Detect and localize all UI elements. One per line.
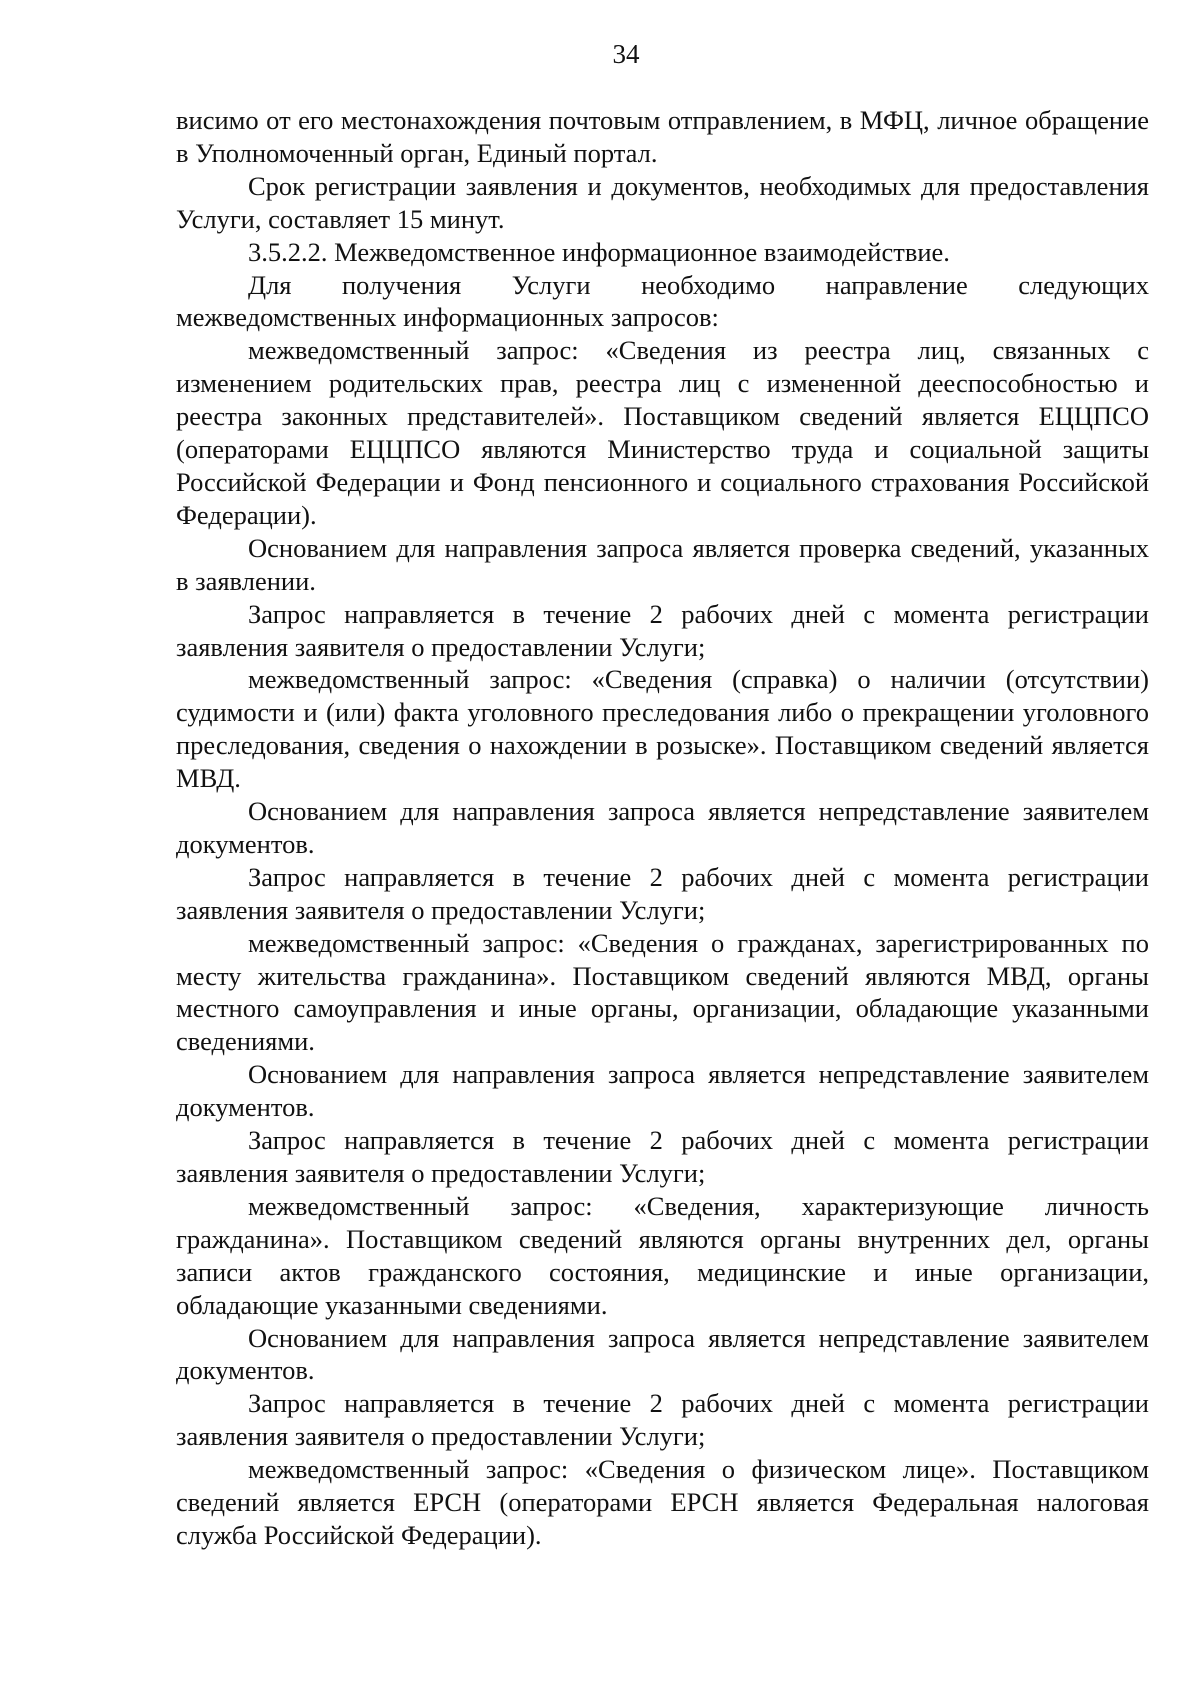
document-body <box>176 104 1149 1552</box>
paragraph-request-criminal-record: межведомственный запрос: «Сведения (справка) о наличии (отсутствии) судимости и (или) факта уголовного преследования либо о прекращении уголовного преследования, сведения о нахождении в розыске». Поставщиком сведений является МВД. <box>176 664 1149 794</box>
paragraph-request-individual: межведомственный запрос: «Сведения о физическом лице». Поставщиком сведений является ЕРСН (операторами ЕРСН является Федеральная налоговая служба Российской Федерации). <box>176 1454 1149 1550</box>
page-number: 34 <box>612 39 640 69</box>
paragraph-deadline-2: Запрос направляется в течение 2 рабочих дней с момента регистрации заявления заявителя о предоставлении Услуги; <box>176 861 1149 925</box>
paragraph-deadline-1: Запрос направляется в течение 2 рабочих дней с момента регистрации заявления заявителя о предоставлении Услуги; <box>176 598 1149 662</box>
paragraph-continuation: висимо от его местонахождения почтовым отправлением, в МФЦ, личное обращение в Уполномоченный орган, Единый портал. <box>176 105 1149 168</box>
paragraph-basis-4: Основанием для направления запроса является непредставление заявителем документов. <box>176 1322 1149 1386</box>
section-heading-3-5-2-2: 3.5.2.2. Межведомственное информационное взаимодействие. <box>248 236 950 267</box>
paragraph-deadline-3: Запрос направляется в течение 2 рабочих дней с момента регистрации заявления заявителя о предоставлении Услуги; <box>176 1125 1149 1188</box>
paragraph-request-personality: межведомственный запрос: «Сведения, характеризующие личность гражданина». Поставщиком сведений являются органы внутренних дел, органы записи актов гражданского состояния, медицинские и иные организации, обладающие указанными сведениями. <box>176 1190 1149 1320</box>
paragraph-requests-intro: Для получения Услуги необходимо направление следующих межведомственных информационных запросов: <box>176 269 1149 333</box>
paragraph-basis-3: Основанием для направления запроса является непредставление заявителем документов. <box>176 1059 1149 1123</box>
paragraph-registration-term: Срок регистрации заявления и документов, необходимых для предоставления Услуги, составляет 15 минут. <box>176 170 1149 234</box>
paragraph-basis-2: Основанием для направления запроса является непредставление заявителем документов. <box>176 796 1149 859</box>
paragraph-basis-1: Основанием для направления запроса является проверка сведений, указанных в заявлении. <box>176 532 1149 596</box>
paragraph-request-registered-citizens: межведомственный запрос: «Сведения о гражданах, зарегистрированных по месту жительства гражданина». Поставщиком сведений являются МВД, органы местного самоуправления и иные органы, организации, обладающие указанными сведениями. <box>176 927 1149 1057</box>
paragraph-request-eccpso: межведомственный запрос: «Сведения из реестра лиц, связанных с изменением родительских прав, реестра лиц с измененной дееспособностью и реестра законных представителей». Поставщиком сведений является ЕЦЦПСО (операторами ЕЦЦПСО являются Министерство труда и социальной защиты Российской Федерации и Фонд пенсионного и социального страхования Российской Федерации). <box>176 335 1149 530</box>
paragraph-deadline-4: Запрос направляется в течение 2 рабочих дней с момента регистрации заявления заявителя о предоставлении Услуги; <box>176 1388 1149 1452</box>
